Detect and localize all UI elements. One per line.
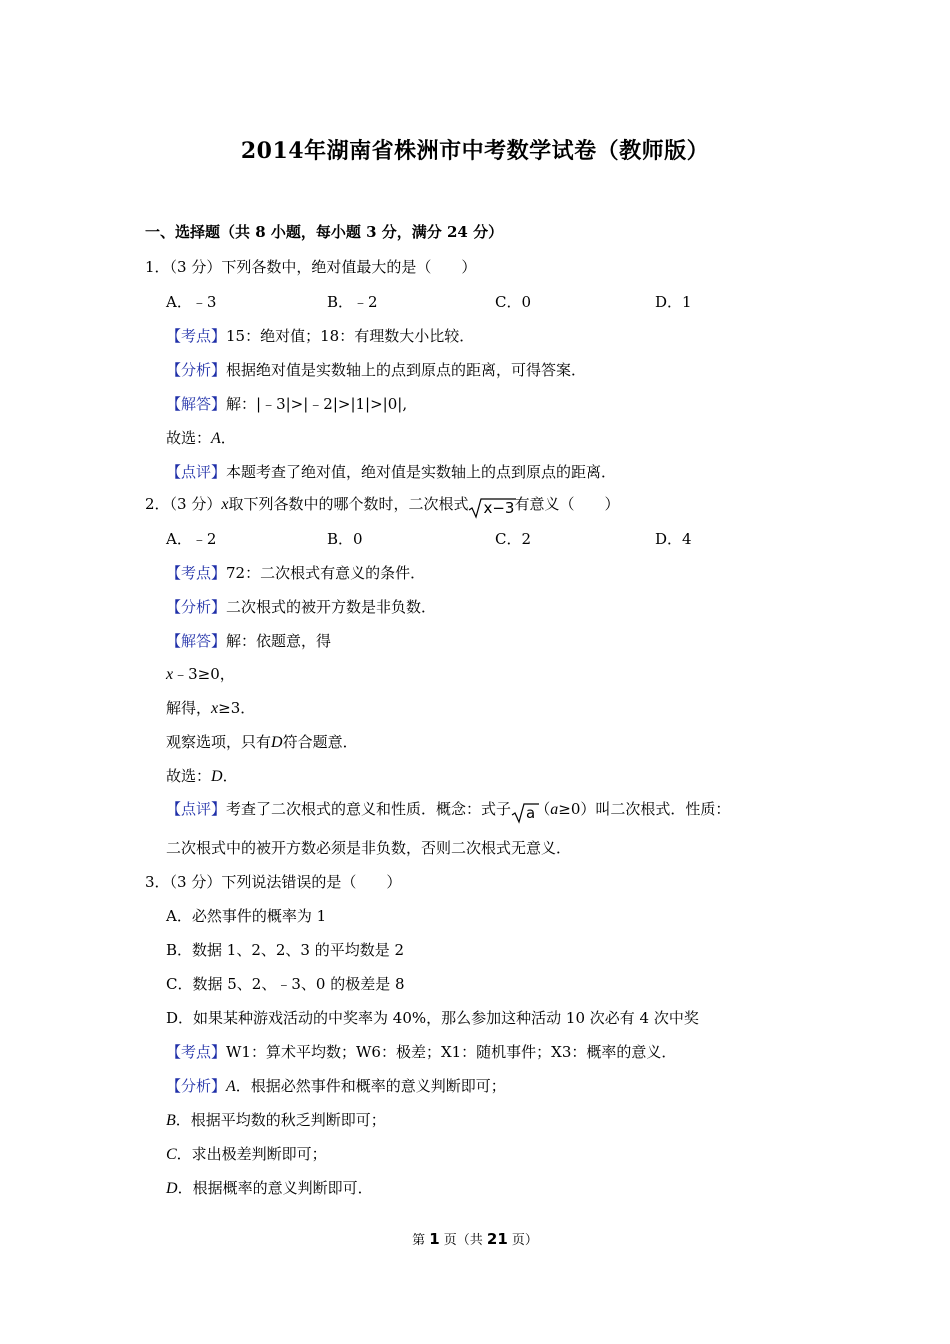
q3-option-d: D．如果某种游戏活动的中奖率为 40%，那么参加这种活动 10 次必有 4 次中奖 (166, 1009, 699, 1027)
section-heading: 一、选择题（共 8 小题，每小题 3 分，满分 24 分） (145, 223, 504, 241)
footer-post: 页） (507, 1233, 538, 1248)
q2-step-2 (166, 698, 255, 719)
dianping-text: 本题考查了绝对值，绝对值是实数轴上的点到原点的距离． (226, 463, 617, 481)
q2-fenxi (166, 597, 436, 617)
jieda-tag: 【解答】 (166, 632, 227, 650)
q3-option-a: A．必然事件的概率为 1 (166, 907, 327, 925)
kaodian-tag: 【考点】 (166, 327, 227, 345)
q3-fenxi-a (166, 1076, 506, 1097)
step-var: x (166, 666, 174, 683)
fenxi-text: 根据绝对值是实数轴上的点到原点的距离，可得答案． (226, 361, 587, 379)
footer-pre: 第 (412, 1233, 430, 1248)
q1-option-d: D．1 (655, 293, 692, 311)
step-var: D (271, 734, 283, 751)
q2-option-b: B．0 (327, 530, 363, 548)
kaodian-tag: 【考点】 (166, 564, 227, 582)
q2-option-d: D．4 (655, 530, 692, 548)
dianping-tag: 【点评】 (166, 463, 227, 481)
cond-open: （ (535, 800, 551, 818)
q1-jieda (166, 394, 407, 414)
footer-mid: 页（共 (439, 1233, 487, 1248)
question-2-stem (145, 494, 620, 519)
q1-option-b: B．﹣2 (327, 293, 378, 311)
q3-fenxi-d (166, 1178, 373, 1199)
kaodian-text: 15：绝对值；18：有理数大小比较． (226, 327, 475, 345)
page-number: 1 (429, 1230, 440, 1248)
q2-number: 2．（3 分） (145, 495, 222, 513)
answer-period: ． (222, 767, 238, 785)
q2-answer (166, 766, 238, 787)
sqrt-expression (468, 497, 514, 519)
step-pre: 解得， (166, 699, 212, 717)
kaodian-text: W1：算术平均数；W6：极差；X1：随机事件；X3：概率的意义． (226, 1043, 677, 1061)
jieda-tag: 【解答】 (166, 395, 227, 413)
answer-letter: A (211, 430, 221, 447)
fenxi-letter: C (166, 1146, 177, 1163)
q2-option-a: A．﹣2 (166, 530, 217, 548)
q2-dianping-cont: 二次根式中的被开方数必须是非负数，否则二次根式无意义． (166, 839, 572, 857)
q1-fenxi (166, 360, 586, 380)
step-var: x (211, 700, 219, 717)
q3-fenxi-b (166, 1110, 386, 1131)
cond-text: ≥0）叫二次根式．性质： (558, 800, 731, 818)
q3-option-b: B．数据 1、2、2、3 的平均数是 2 (166, 941, 405, 959)
jieda-text: 解：|﹣3|>|﹣2|>|1|>|0|, (226, 395, 408, 413)
q3-option-c: C．数据 5、2、﹣3、0 的极差是 8 (166, 975, 405, 993)
q1-option-c: C．0 (495, 293, 532, 311)
fenxi-letter: B (166, 1112, 176, 1129)
answer-letter: D (211, 768, 223, 785)
step-pre: 观察选项，只有 (166, 733, 272, 751)
question-1-stem: 1．（3 分）下列各数中，绝对值最大的是（ ） (145, 258, 477, 276)
step-text: 符合题意． (282, 733, 358, 751)
q2-var: x (221, 496, 229, 513)
answer-label: 故选： (166, 429, 212, 447)
q1-option-a: A．﹣3 (166, 293, 217, 311)
q2-kaodian (166, 563, 425, 583)
fenxi-letter: A (226, 1078, 236, 1095)
fenxi-tag: 【分析】 (166, 598, 227, 616)
q2-jieda (166, 631, 331, 651)
q2-dianping (166, 799, 730, 824)
q2-option-c: C．2 (495, 530, 532, 548)
q2-stem-post: 有意义（ ） (514, 495, 620, 513)
fenxi-text: ．求出极差判断即可； (176, 1145, 327, 1163)
page-total: 21 (486, 1230, 508, 1248)
cond-var: a (550, 801, 559, 818)
answer-label: 故选： (166, 767, 212, 785)
kaodian-text: 72：二次根式有意义的条件． (226, 564, 426, 582)
fenxi-letter: D (166, 1180, 178, 1197)
radical-sign-icon (511, 802, 539, 824)
fenxi-tag: 【分析】 (166, 361, 227, 379)
radicand: x−3 (483, 499, 515, 517)
q2-step-3 (166, 732, 358, 753)
radicand: a (526, 804, 536, 822)
q1-answer (166, 428, 236, 449)
page-footer (0, 1229, 950, 1248)
fenxi-tag: 【分析】 (166, 1077, 227, 1095)
jieda-text: 解：依题意，得 (226, 632, 332, 650)
q2-step-1 (166, 664, 235, 685)
question-3-stem: 3．（3 分）下列说法错误的是（ ） (145, 873, 402, 891)
kaodian-tag: 【考点】 (166, 1043, 227, 1061)
q2-stem-mid: 取下列各数中的哪个数时，二次根式 (228, 495, 469, 513)
q1-kaodian (166, 326, 474, 346)
step-text: ﹣3≥0， (173, 665, 235, 683)
radical-sign-icon (468, 497, 516, 519)
step-text: ≥3． (218, 699, 256, 717)
dianping-text: 考查了二次根式的意义和性质．概念：式子 (226, 800, 512, 818)
dianping-tag: 【点评】 (166, 800, 227, 818)
sqrt-expression (511, 802, 535, 824)
answer-period: ． (220, 429, 236, 447)
fenxi-text: ．根据必然事件和概率的意义判断即可； (235, 1077, 506, 1095)
q3-fenxi-c (166, 1144, 327, 1165)
q1-dianping (166, 462, 616, 482)
fenxi-text: ．根据概率的意义判断即可． (177, 1179, 373, 1197)
q3-kaodian (166, 1042, 676, 1062)
document-title: 2014年湖南省株洲市中考数学试卷（教师版） (240, 138, 710, 164)
fenxi-text: 二次根式的被开方数是非负数． (226, 598, 437, 616)
fenxi-text: ．根据平均数的秋乏判断即可； (175, 1111, 386, 1129)
